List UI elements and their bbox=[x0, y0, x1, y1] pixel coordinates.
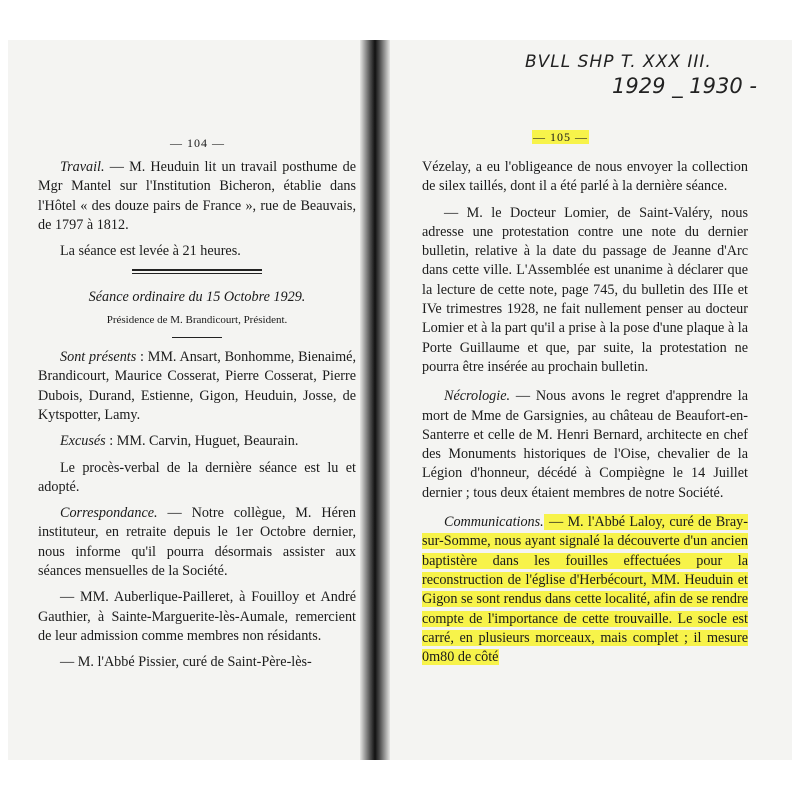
handwritten-annotation-line2: 1929 _ 1930 - bbox=[612, 74, 757, 98]
paragraph-presents bbox=[38, 348, 356, 425]
paragraph-seance-levee: La séance est levée à 21 heures. bbox=[60, 243, 241, 260]
paragraph-abbe-pissier: — M. l'Abbé Pissier, curé de Saint-Père-lès- bbox=[60, 654, 312, 671]
paragraph-correspondance bbox=[38, 504, 356, 581]
paragraph-excuses bbox=[38, 432, 356, 451]
handwritten-annotation-line1: BVLL SHP T. XXX III. bbox=[525, 52, 712, 72]
label-excuses: Excusés bbox=[60, 433, 106, 450]
left-page-text bbox=[38, 158, 356, 680]
right-page-number bbox=[532, 130, 589, 145]
paragraph-communications bbox=[422, 513, 748, 667]
label-necrologie: Nécrologie. bbox=[444, 388, 511, 405]
single-rule-divider bbox=[172, 337, 222, 338]
paragraph-vezelay: Vézelay, a eu l'obligeance de nous envoyer la collection de silex taillés, dont il a été parlé à la dernière séance. bbox=[422, 159, 748, 195]
right-page-text bbox=[422, 158, 748, 674]
paragraph-travail bbox=[38, 158, 356, 235]
left-page-number: — 104 — bbox=[170, 136, 225, 150]
left-page bbox=[10, 40, 360, 760]
paragraph-lomier: — M. le Docteur Lomier, de Saint-Valéry, nous adresse une protestation contre une note du dernier bulletin, relative à la date du passage de Jeanne d'Arc dans cette ville. L'Assemblée est unanime à déclarer que la lecture de cette note, page 745, du bulletin des IIIe et IVe trimestres 1928, ne fait nullement penser au docteur Lomier et à la part qu'il a prise à la pose d'une plaque à la Porte Guillaume et que, par suite, la protestation ne pourra être insérée au prochain bulletin. bbox=[422, 204, 748, 375]
page-number-highlight: — 105 — bbox=[533, 130, 588, 144]
paragraph-remerciements: — MM. Auberlique-Pailleret, à Fouilloy et André Gauthier, à Sainte-Marguerite-lès-Aumale, remercient de leur admission comme membres non résidants. bbox=[38, 589, 356, 644]
highlighted-communication-text: — M. l'Abbé Laloy, curé de Bray-sur-Somme, nous ayant signalé la découverte d'un ancien baptistère dans les fouilles effectuées pour la reconstruction de l'église d'Herbécourt, MM. Heuduin et Gigon se sont rendus dans cette localité, afin de se rendre compte de l'importance de cette trouvaille. Le socle est carré, en plusieurs morceaux, mais complet ; il mesure 0m80 de côté bbox=[422, 514, 748, 666]
label-travail: Travail. bbox=[60, 159, 105, 175]
book-gutter bbox=[360, 40, 390, 760]
double-rule-divider bbox=[132, 269, 262, 274]
text-correspondance: — Notre collègue, M. Héren instituteur, en retraite depuis le 1er Octobre dernier, nous informe qu'il pourra désormais assister aux séances mensuelles de la Société. bbox=[38, 505, 356, 580]
label-presents: Sont présents bbox=[60, 349, 137, 366]
label-communications: Communications. bbox=[444, 514, 544, 531]
label-correspondance: Correspondance. bbox=[60, 505, 158, 522]
text-excuses: : MM. Carvin, Huguet, Beaurain. bbox=[105, 433, 299, 450]
session-title: Séance ordinaire du 15 Octobre 1929. bbox=[88, 289, 306, 306]
text-travail: — M. Heuduin lit un travail posthume de Mgr Mantel sur l'Institution Bicheron, établie dans l'Hôtel « des douze pairs de France », rue de Beauvais, de 1797 à 1812. bbox=[38, 159, 356, 233]
paragraph-necrologie bbox=[422, 387, 748, 503]
paragraph-proces-verbal: Le procès-verbal de la dernière séance est lu et adopté. bbox=[38, 459, 356, 495]
right-page bbox=[392, 40, 788, 760]
text-necrologie: — Nous avons le regret d'apprendre la mort de Mme de Garsignies, au château de Beaufort-en-Santerre et celle de M. Henri Bernard, architecte en chef des Monuments historiques de l'Oise, chevalier de la Légion d'honneur, décédé à Compiègne le 14 Juillet dernier ; tous deux étaient membres de notre Société. bbox=[422, 388, 748, 501]
presidence-line: Présidence de M. Brandicourt, Président. bbox=[106, 313, 288, 326]
text-presents: : MM. Ansart, Bonhomme, Bienaimé, Brandicourt, Maurice Cosserat, Pierre Cosserat, Pierre Dubois, Durand, Estienne, Gigon, Heuduin, Josse, de Kytspotter, Lamy. bbox=[38, 349, 356, 423]
